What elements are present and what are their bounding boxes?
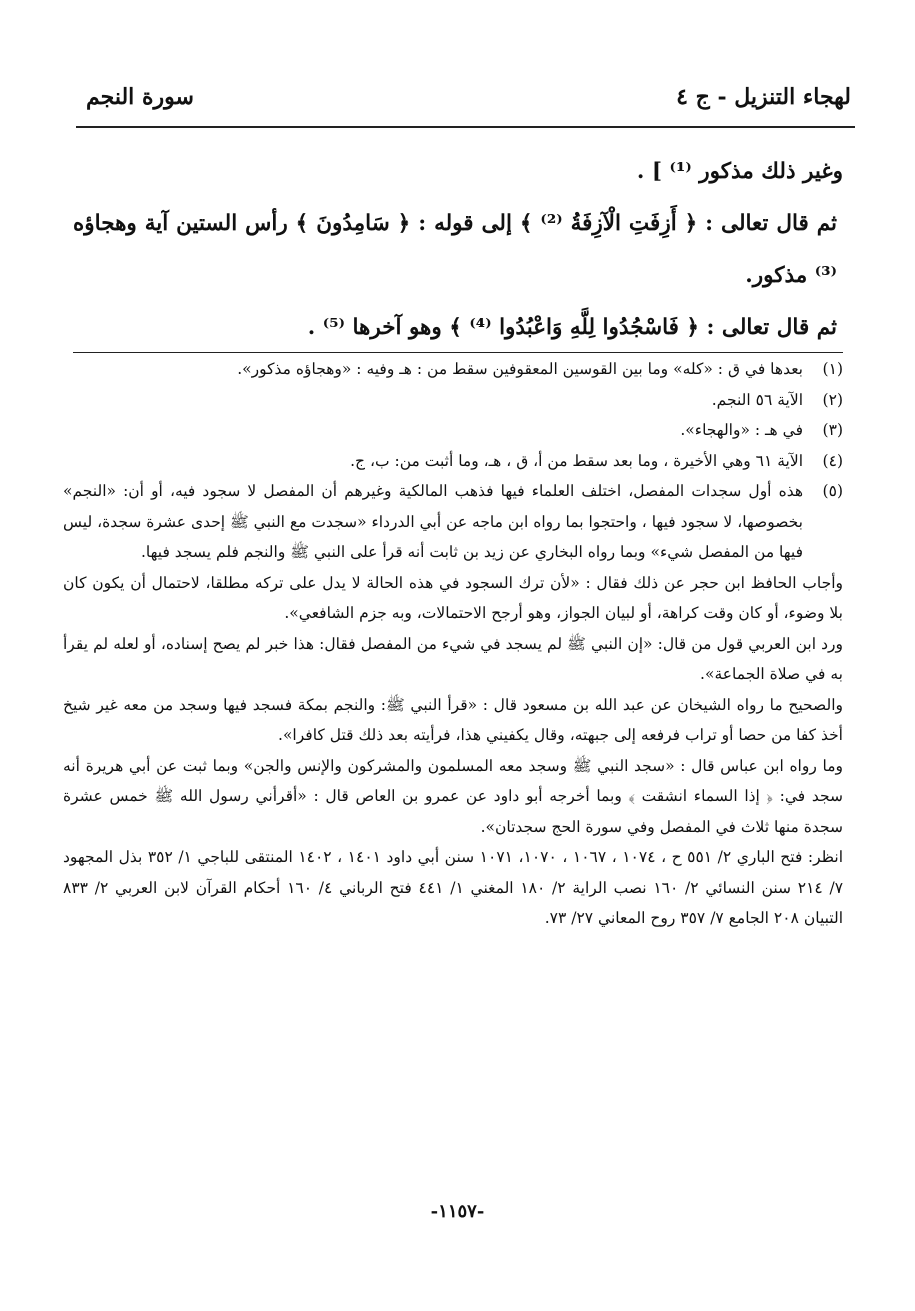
footnote-marker: (١)	[822, 360, 843, 378]
footnote-paragraph: والصحيح ما رواه الشيخان عن عبد الله بن مسعود قال : «قرأ النبي ﷺ: والنجم بمكة فسجد فيها وسجد من معه غير شيخ أخذ كفا من حصا أو تراب فرفعه إلى جبهته، وقال يكفيني هذا، فرأيته بعد ذلك قتل كافرا».	[63, 695, 843, 744]
footnote-marker: (٢)	[822, 390, 843, 409]
main-line: ثم قال تعالى : ﴿ فَاسْجُدُوا لِلَّهِ وَاعْبُدُوا ⁽⁴⁾ ﴾ وهو آخرها ⁽⁵⁾ .	[307, 315, 837, 340]
footnotes	[63, 354, 843, 934]
footnote-4	[63, 446, 843, 477]
footnote-3	[63, 415, 843, 446]
header-rule	[76, 126, 855, 128]
footnote-text: بعدها في ق : «كله» وما بين القوسين المعقوفين سقط من : هـ وفيه : «وهجاؤه مذكور».	[237, 360, 803, 378]
footnote-references: انظر: فتح الباري ٢/ ٥٥١ ح ، ١٠٧٤ ، ١٠٦٧ ، ١٠٧٠، ١٠٧١ سنن أبي داود ١٤٠١ ، ١٤٠٢ المنتقى للباجي ١/ ٣٥٢ بذل المجهود ٧/ ٢١٤ سنن النسائي ٢/ ١٦٠ نصب الراية ٢/ ١٨٠ المغني ١/ ٤٤١ فتح الرباني ٤/ ١٦٠ أحكام القرآن لابن العربي ٢/ ٨٣٣ التبيان ٢٠٨ الجامع ٧/ ٣٥٧ روح المعاني ٢٧/ ٧٣.	[63, 848, 844, 927]
footnote-paragraph: وأجاب الحافظ ابن حجر عن ذلك فقال : «لأن ترك السجود في هذه الحالة لا يدل على تركه مطلقا، لاحتمال أن يكون كان بلا وضوء، أو كان وقت كراهة، أو لبيان الجواز، وهو أرجح الاحتمالات، وبه جزم الشافعي».	[63, 573, 843, 622]
main-line: وغير ذلك مذكور ⁽¹⁾ ] .	[636, 159, 843, 184]
footnote-text: في هـ : «والهجاء».	[680, 421, 803, 439]
surah-title: سورة النجم	[86, 84, 194, 110]
footnote-text: الآية ٥٦ النجم.	[711, 390, 803, 409]
footnote-marker: (٥)	[822, 482, 843, 500]
page-number: -١١٥٧-	[430, 1201, 485, 1222]
footnote-paragraph: ورد ابن العربي قول من قال: «إن النبي ﷺ لم يسجد في شيء من المفصل فقال: هذا خبر لم يصح إسناده، أو لعله لم يقرأ به في صلاة الجماعة».	[63, 634, 843, 683]
main-line: ثم قال تعالى : ﴿ أَزِفَتِ الْآزِفَةُ ⁽²⁾ ﴾ إلى قوله : ﴿ سَامِدُونَ ﴾ رأس الستين آية وهجاؤه ⁽³⁾ مذكور.	[73, 211, 838, 288]
footnote-text: هذه أول سجدات المفصل، اختلف العلماء فيها فذهب المالكية وغيرهم أن المفصل لا سجود فيه، أو أن: «النجم» بخصوصها، لا سجود فيها ، واحتجوا بما رواه ابن ماجه عن أبي الدرداء «سجدت مع النبي ﷺ إحدى عشرة سجدة، ليس فيها من المفصل شيء» وبما رواه البخاري عن زيد بن ثابت أنه قرأ على النبي ﷺ والنجم فلم يسجد فيها.	[63, 482, 803, 561]
footnote-text: الآية ٦١ وهي الأخيرة ، وما بعد سقط من أ، ق ، هـ، وما أثبت من: ب، ج.	[350, 451, 803, 470]
footnote-marker: (٤)	[822, 451, 843, 470]
footnote-paragraph: وما رواه ابن عباس قال : «سجد النبي ﷺ وسجد معه المسلمون والمشركون والإنس والجن» وبما ثبت عن أبي هريرة أنه سجد في: ﴿ إذا السماء انشقت ﴾ وبما أخرجه أبو داود عن عمرو بن العاص قال : «أقرأني رسول الله ﷺ خمس عشرة سجدة منها ثلاث في المفصل وفي سورة الحج سجدتان».	[63, 756, 843, 836]
book-title: لهجاء التنزيل - ج ٤	[676, 84, 851, 110]
footnote-5	[63, 476, 843, 934]
footnote-marker: (٣)	[822, 421, 843, 439]
footnote-rule	[73, 352, 843, 353]
footnote-1	[63, 354, 843, 385]
footnote-2	[63, 385, 843, 416]
main-text	[73, 146, 843, 354]
